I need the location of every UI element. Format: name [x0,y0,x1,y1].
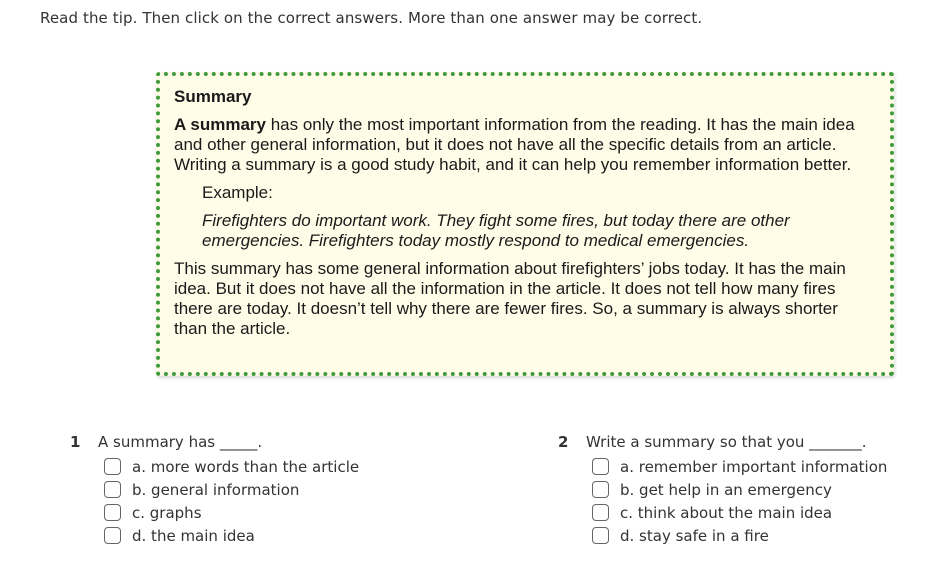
checkbox-icon[interactable] [592,504,609,521]
question-2 [558,433,887,547]
option-label[interactable]: d. stay safe in a fire [620,526,769,545]
question-1 [70,433,359,547]
tip-example-text: Firefighters do important work. They fight some fires, but today there are other emergencies. Firefighters today mostly respond to medical emergencies. [202,211,790,250]
answer-option-1b[interactable] [104,478,359,501]
answer-option-2b[interactable] [592,478,887,501]
option-label[interactable]: b. general information [132,480,300,499]
checkbox-icon[interactable] [592,481,609,498]
checkbox-icon[interactable] [592,527,609,544]
option-label[interactable]: a. remember important information [620,457,888,476]
question-prompt: Write a summary so that you _______. [586,433,867,451]
checkbox-icon[interactable] [592,458,609,475]
option-label[interactable]: c. graphs [132,503,202,522]
checkbox-icon[interactable] [104,527,121,544]
tip-paragraph-2: This summary has some general information about firefighters’ jobs today. It has the main idea. But it does not have all the information in the article. It does not tell how many fires there are today. It doesn’t tell why there are fewer fires. So, a summary is always shorter than the article. [174,259,846,338]
tip-example-label: Example: [202,183,273,202]
option-label[interactable]: c. think about the main idea [620,503,833,522]
tip-paragraph-1 [174,115,862,175]
option-label[interactable]: b. get help in an emergency [620,480,832,499]
checkbox-icon[interactable] [104,504,121,521]
question-prompt: A summary has _____. [98,433,263,451]
checkbox-icon[interactable] [104,458,121,475]
option-label[interactable]: d. the main idea [132,526,255,545]
answer-option-2d[interactable] [592,524,887,547]
checkbox-icon[interactable] [104,481,121,498]
answer-option-2a[interactable] [592,455,887,478]
question-number: 1 [70,433,81,451]
answer-option-1d[interactable] [104,524,359,547]
answer-option-2c[interactable] [592,501,887,524]
option-label[interactable]: a. more words than the article [132,457,360,476]
answer-option-1c[interactable] [104,501,359,524]
instruction-text: Read the tip. Then click on the correct answers. More than one answer may be correct. [40,9,703,27]
tip-definition: has only the most important information from the reading. It has the main idea and other general information, but it does not have all the specific details from an article. Writing a summary is a good study habit, and it can help you remember information better. [174,115,855,174]
question-number: 2 [558,433,569,451]
tip-title: Summary [174,87,252,106]
tip-term: A summary [174,115,266,134]
answer-option-1a[interactable] [104,455,359,478]
tip-box [156,72,894,376]
